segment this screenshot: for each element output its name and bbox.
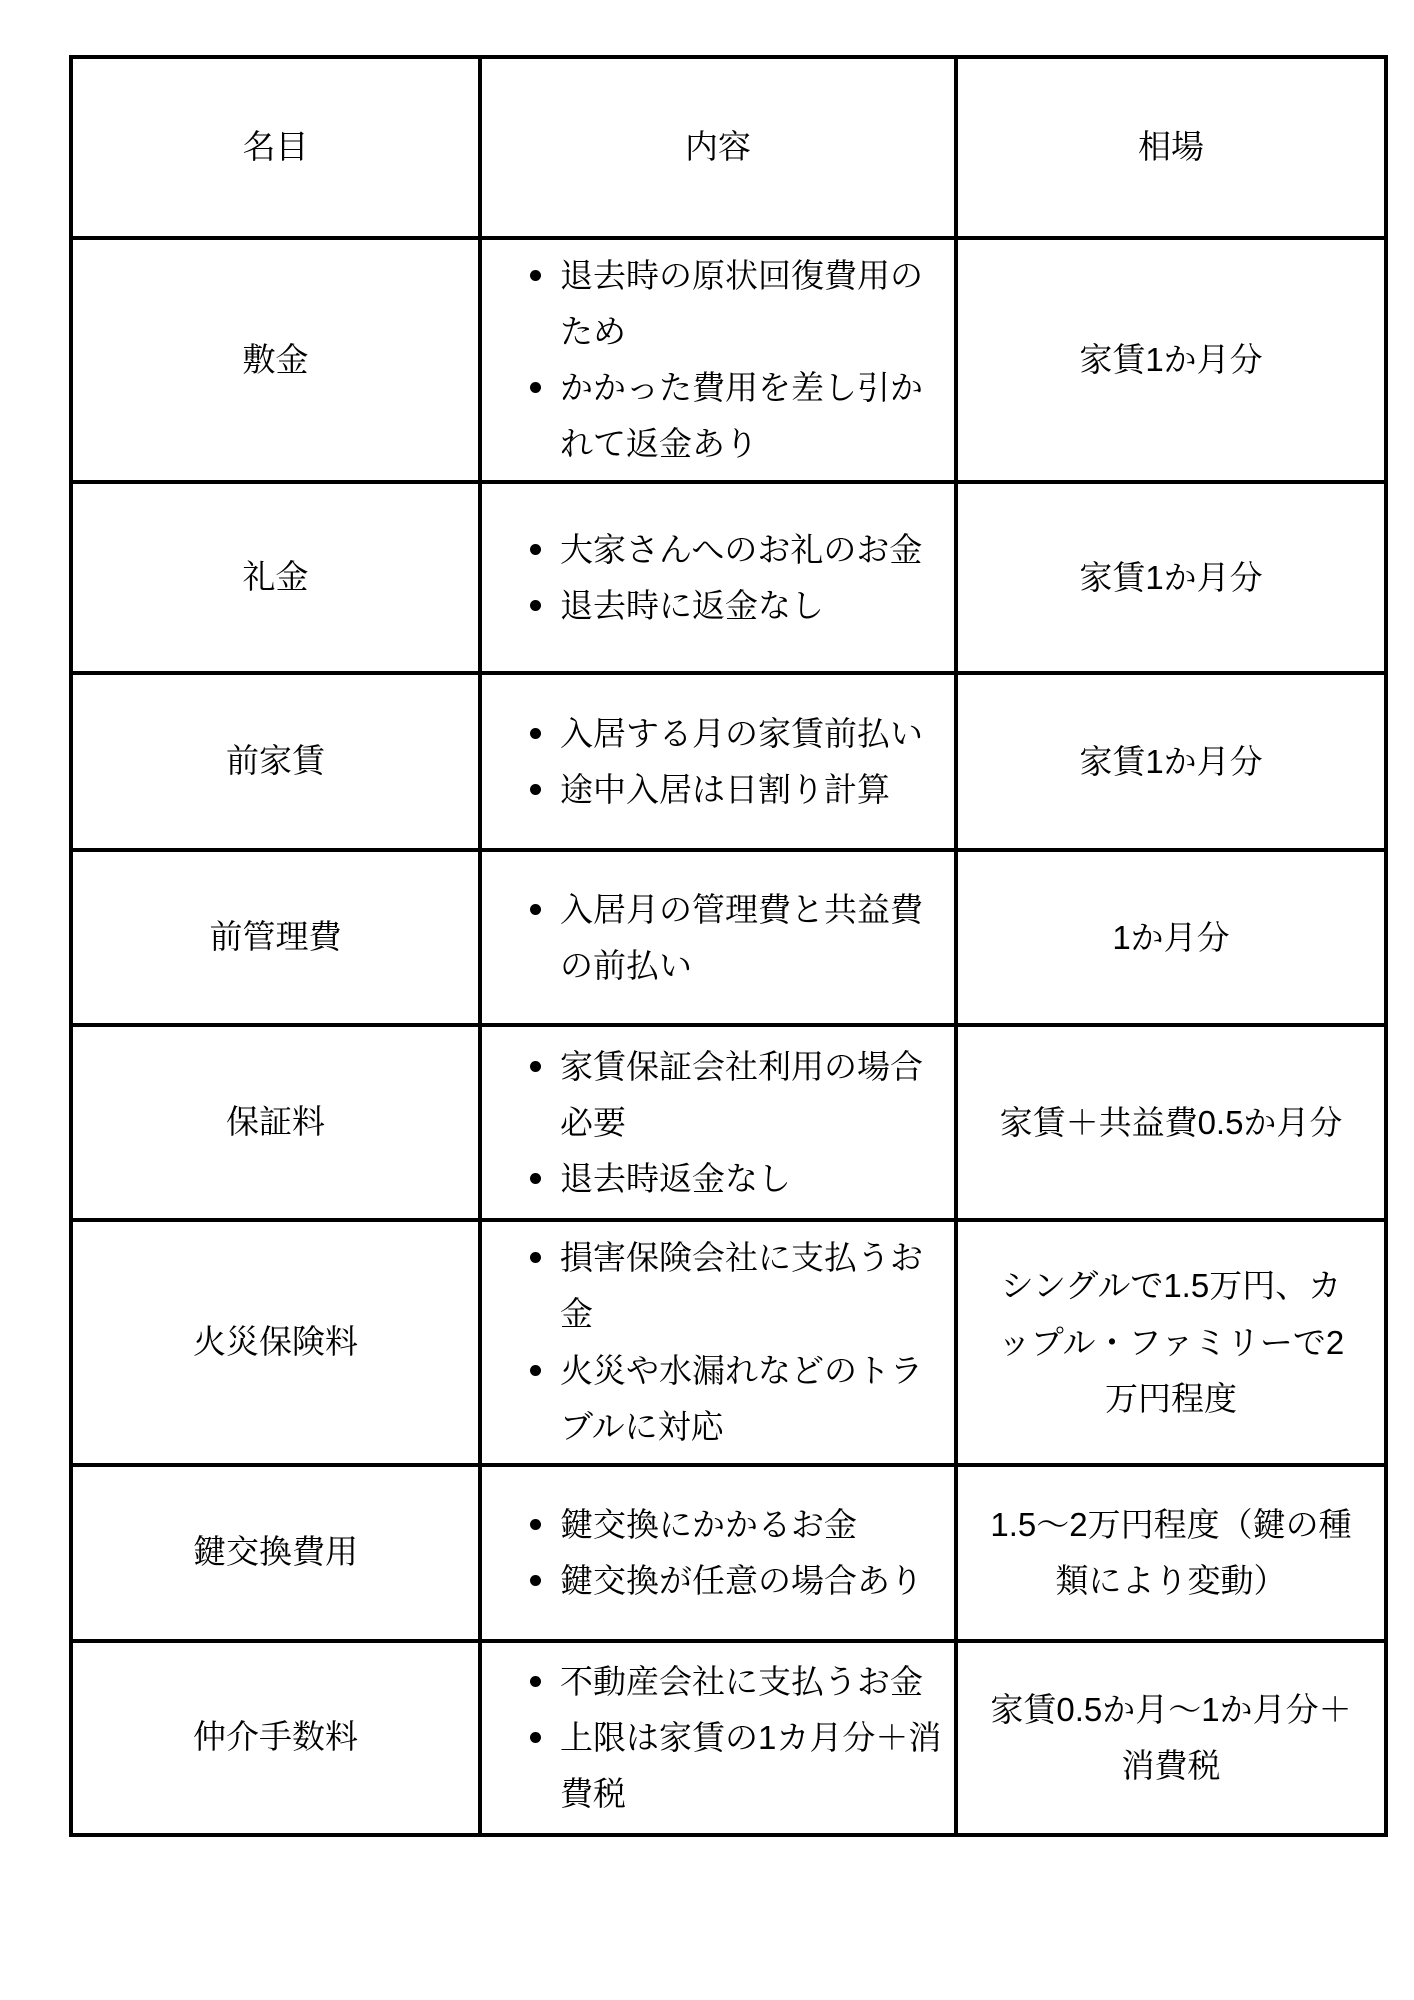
description-item: 入居する月の家賃前払い <box>528 706 946 762</box>
description-list <box>482 522 954 634</box>
market-rate: シングルで1.5万円、カップル・ファミリーで2万円程度 <box>956 1220 1386 1464</box>
table-row <box>71 673 1386 850</box>
header-description: 内容 <box>480 57 956 238</box>
description-item: 退去時に返金なし <box>528 578 946 634</box>
description-item: 大家さんへのお礼のお金 <box>528 522 946 578</box>
market-rate: 家賃1か月分 <box>956 482 1386 673</box>
description-item: 退去時返金なし <box>528 1151 946 1207</box>
description-item: 退去時の原状回復費用のため <box>528 248 946 360</box>
table-row <box>71 1220 1386 1464</box>
market-rate: 1.5～2万円程度（鍵の種類により変動） <box>956 1465 1386 1641</box>
item-description-cell <box>480 1465 956 1641</box>
description-item: 入居月の管理費と共益費の前払い <box>528 882 946 994</box>
item-name: 前家賃 <box>71 673 480 850</box>
description-list <box>482 1654 954 1822</box>
table-row <box>71 1465 1386 1641</box>
item-name: 敷金 <box>71 238 480 482</box>
description-item: 鍵交換が任意の場合あり <box>528 1553 946 1609</box>
header-row <box>71 57 1386 238</box>
table-row <box>71 1641 1386 1835</box>
description-list <box>482 1497 954 1609</box>
description-item: 火災や水漏れなどのトラブルに対応 <box>528 1343 946 1455</box>
table-header <box>71 57 1386 238</box>
market-rate: 家賃＋共益費0.5か月分 <box>956 1025 1386 1220</box>
item-description-cell <box>480 1641 956 1835</box>
table-row <box>71 1025 1386 1220</box>
header-name: 名目 <box>71 57 480 238</box>
table-body <box>71 238 1386 1835</box>
item-name: 火災保険料 <box>71 1220 480 1464</box>
market-rate: 1か月分 <box>956 850 1386 1025</box>
description-list <box>482 882 954 994</box>
description-list <box>482 248 954 472</box>
description-item: 家賃保証会社利用の場合必要 <box>528 1039 946 1151</box>
table-row <box>71 482 1386 673</box>
item-description-cell <box>480 1220 956 1464</box>
item-name: 鍵交換費用 <box>71 1465 480 1641</box>
rental-cost-table <box>69 55 1388 1837</box>
table-row <box>71 238 1386 482</box>
description-item: 鍵交換にかかるお金 <box>528 1497 946 1553</box>
item-name: 前管理費 <box>71 850 480 1025</box>
item-description-cell <box>480 238 956 482</box>
description-list <box>482 706 954 818</box>
item-name: 礼金 <box>71 482 480 673</box>
item-description-cell <box>480 673 956 850</box>
description-list <box>482 1039 954 1207</box>
item-name: 仲介手数料 <box>71 1641 480 1835</box>
description-list <box>482 1230 954 1454</box>
header-market: 相場 <box>956 57 1386 238</box>
item-description-cell <box>480 482 956 673</box>
market-rate: 家賃0.5か月～1か月分＋消費税 <box>956 1641 1386 1835</box>
description-item: 途中入居は日割り計算 <box>528 762 946 818</box>
item-description-cell <box>480 850 956 1025</box>
item-name: 保証料 <box>71 1025 480 1220</box>
description-item: 損害保険会社に支払うお金 <box>528 1230 946 1342</box>
table-row <box>71 850 1386 1025</box>
market-rate: 家賃1か月分 <box>956 238 1386 482</box>
item-description-cell <box>480 1025 956 1220</box>
description-item: かかった費用を差し引かれて返金あり <box>528 360 946 472</box>
market-rate: 家賃1か月分 <box>956 673 1386 850</box>
description-item: 上限は家賃の1カ月分＋消費税 <box>528 1710 946 1822</box>
description-item: 不動産会社に支払うお金 <box>528 1654 946 1710</box>
